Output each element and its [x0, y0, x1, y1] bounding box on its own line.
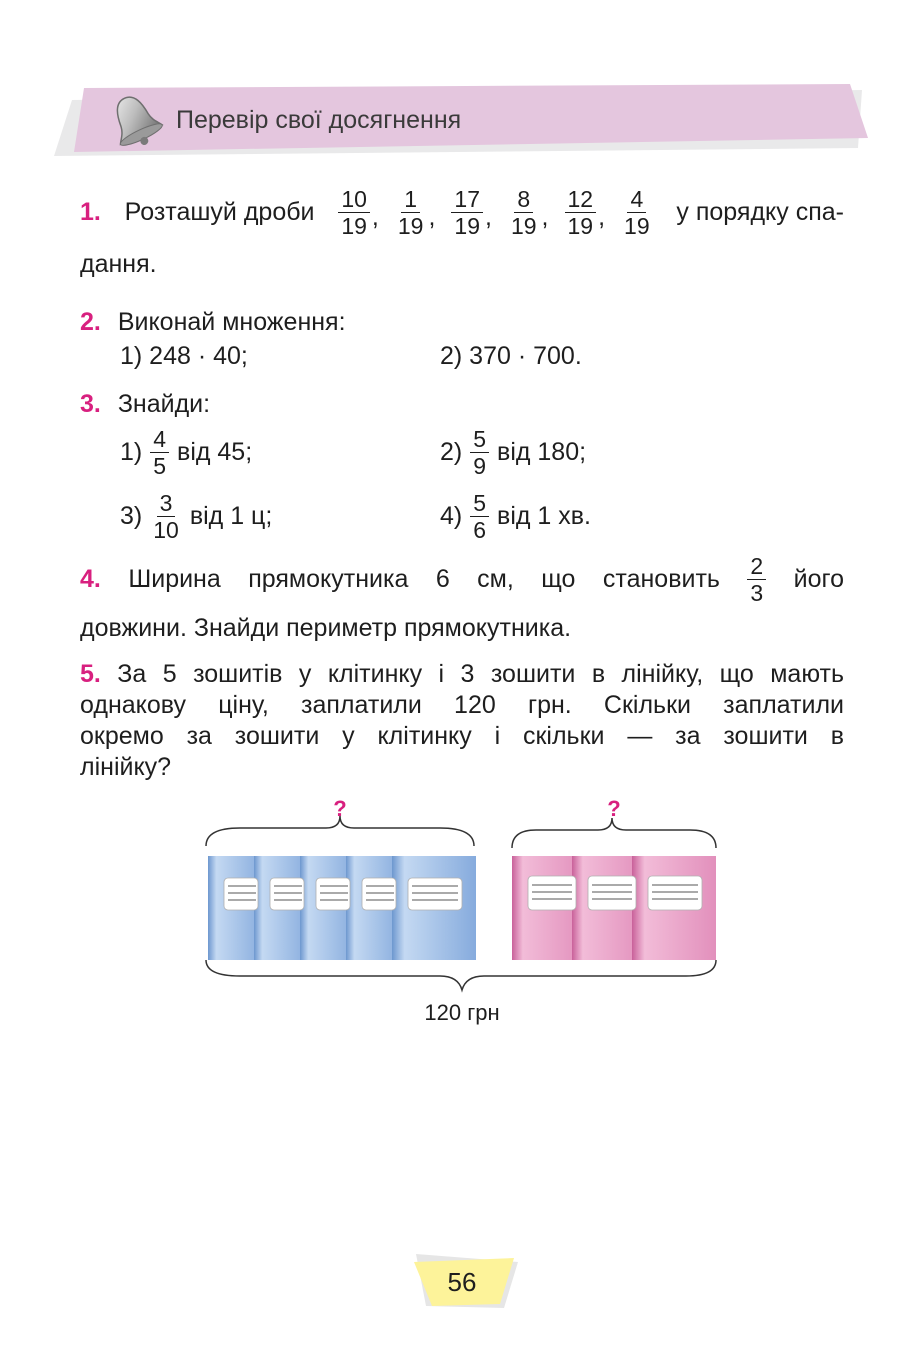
task-number: 4.: [80, 565, 101, 593]
task-3-item-4: 4) $\frac{5}{6}$ від 1 хв.: [440, 490, 591, 543]
page-number: 56: [447, 1267, 477, 1297]
blue-notebooks: [208, 856, 476, 960]
fraction: $\frac{2}{3}$: [747, 553, 766, 606]
task-2-item-2: 2) 370 · 700.: [440, 342, 582, 370]
task-number: 2.: [80, 308, 101, 336]
brace-bottom: [206, 960, 716, 990]
task-number: 3.: [80, 390, 101, 418]
task-number: 1.: [80, 198, 101, 226]
task-2-item-1: 1) 248 · 40;: [120, 342, 248, 370]
fraction: $\frac{4}{5}$: [150, 426, 169, 479]
task-4: 4. Ширина прямокутника 6 см, що становить $\frac{2}{3}$ його: [80, 553, 844, 606]
task-5-line-1: 5. За 5 зошитів у клітинку і 3 зошити в лінійку, що мають: [80, 660, 844, 688]
fraction: $\frac{5}{9}$: [470, 426, 489, 479]
task-3-item-3: 3) $\frac{3}{10}$ від 1 ц;: [120, 490, 273, 543]
task-2: [80, 307, 346, 338]
fraction-list: $\frac{10}{19}$ , $\frac{1}{19}$ , $\frac{17}{19}$ , $\frac{8}{19}$ , $\frac{12}{19}$ , $\frac{4}{19}$: [338, 186, 652, 239]
task-3: [80, 389, 210, 420]
question-right: ?: [607, 796, 621, 821]
task-4-line-2: довжини. Знайди периметр прямокутника.: [80, 614, 572, 642]
task-1-text-after: у порядку спа-: [676, 198, 844, 226]
task-5-line-3: окремо за зошити у клітинку і скільки — за зошити в: [80, 722, 844, 750]
task-5-line-4: лінійку?: [80, 753, 172, 781]
task-5-line-2: однакову ціну, заплатили 120 грн. Скільки заплатили: [80, 691, 844, 719]
fraction: $\frac{10}{19}$: [338, 186, 370, 239]
task-number: 5.: [80, 660, 101, 688]
fraction: $\frac{5}{6}$: [470, 490, 489, 543]
question-left: ?: [333, 796, 347, 821]
task-3-item-2: 2) $\frac{5}{9}$ від 180;: [440, 426, 587, 479]
total-label: 120 грн: [424, 1000, 500, 1025]
task-2-text: Виконай множення:: [117, 308, 346, 336]
fraction: $\frac{8}{19}$: [510, 186, 537, 239]
task-1-line-2: дання.: [80, 250, 157, 278]
fraction: $\frac{1}{19}$: [397, 186, 424, 239]
header-title: Перевір свої досягнення: [176, 106, 462, 134]
fraction: $\frac{17}{19}$: [451, 186, 483, 239]
task-3-text: Знайди:: [117, 390, 211, 418]
bell-icon: [104, 90, 166, 152]
brace-top-right: [512, 818, 716, 848]
pink-notebooks: [512, 856, 716, 960]
fraction: $\frac{12}{19}$: [565, 186, 597, 239]
notebooks-illustration: [200, 790, 730, 1010]
fraction: $\frac{3}{10}$: [153, 490, 179, 543]
fraction: $\frac{4}{19}$: [624, 186, 650, 239]
task-3-item-1: 1) $\frac{4}{5}$ від 45;: [120, 426, 253, 479]
task-1: [80, 186, 844, 239]
task-1-text: Розташуй дроби: [124, 198, 315, 226]
